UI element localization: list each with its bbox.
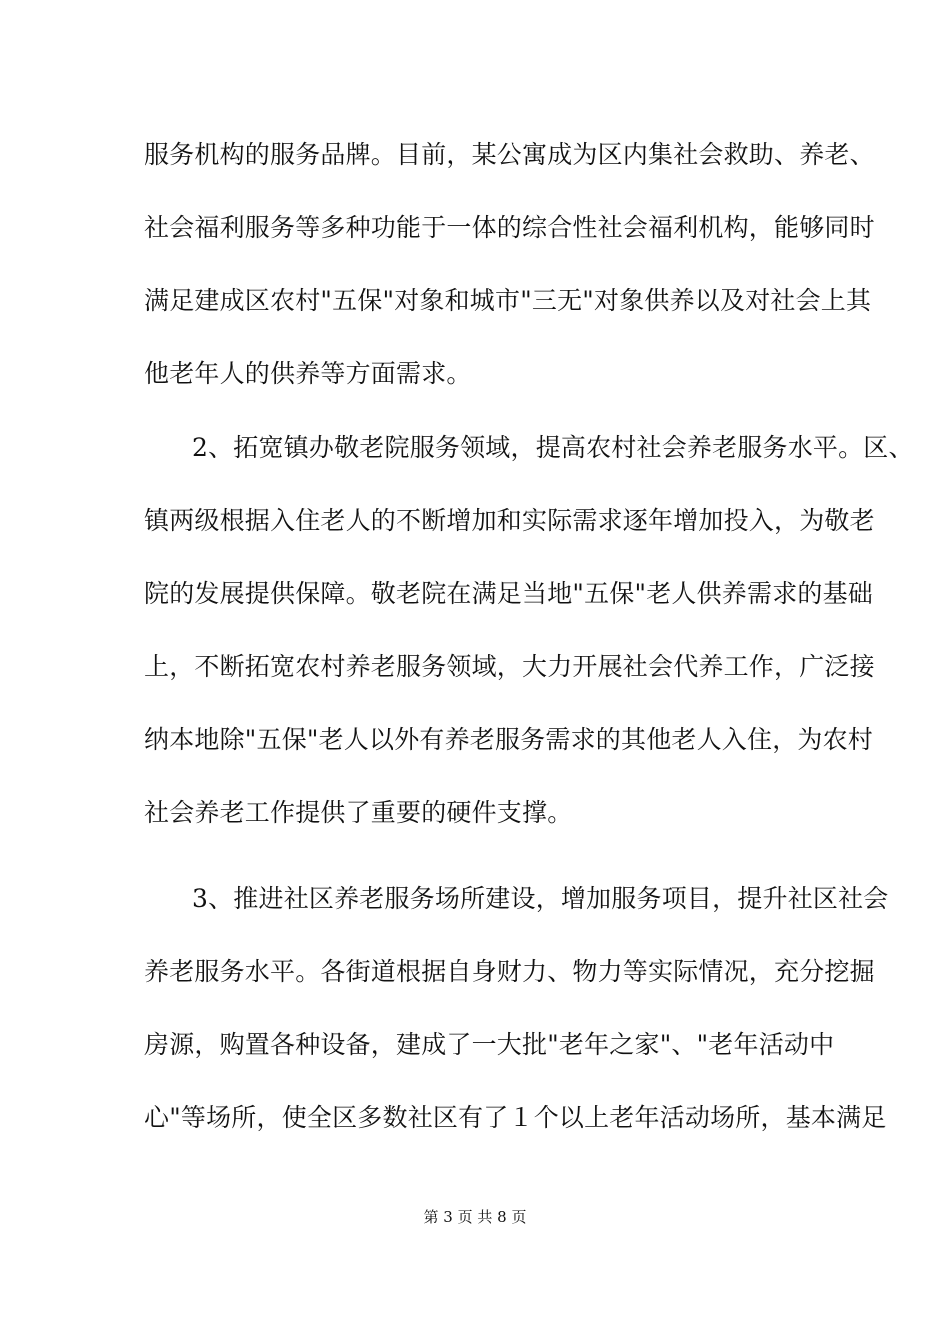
- text-line-8: 上，不断拓宽农村养老服务领域，大力开展社会代养工作，广泛接: [144, 652, 875, 681]
- text-line-6: 镇两级根据入住老人的不断增加和实际需求逐年增加投入，为敬老: [144, 506, 875, 535]
- page-number-footer: 第 3 页 共 8 页: [423, 1208, 527, 1226]
- text-line-1: 服务机构的服务品牌。目前，某公寓成为区内集社会救助、养老、: [144, 140, 875, 169]
- text-line-12: 养老服务水平。各街道根据自身财力、物力等实际情况，充分挖掘: [144, 957, 875, 986]
- text-line-9: 纳本地除"五保"老人以外有养老服务需求的其他老人入住，为农村: [144, 725, 874, 754]
- text-line-14: 心"等场所，使全区多数社区有了１个以上老年活动场所，基本满足: [144, 1103, 887, 1132]
- text-line-2: 社会福利服务等多种功能于一体的综合性社会福利机构，能够同时: [144, 213, 875, 242]
- text-line-4: 他老年人的供养等方面需求。: [144, 359, 472, 388]
- text-line-11: 3、推进社区养老服务场所建设，增加服务项目，提升社区社会: [192, 884, 889, 913]
- text-line-10: 社会养老工作提供了重要的硬件支撑。: [144, 798, 573, 827]
- text-line-13: 房源，购置各种设备，建成了一大批"老年之家"、"老年活动中: [144, 1030, 835, 1059]
- text-line-3: 满足建成区农村"五保"对象和城市"三无"对象供养以及对社会上其: [144, 286, 872, 315]
- text-line-5: 2、拓宽镇办敬老院服务领域，提高农村社会养老服务水平。区、: [192, 433, 914, 462]
- text-line-7: 院的发展提供保障。敬老院在满足当地"五保"老人供养需求的基础: [144, 579, 874, 608]
